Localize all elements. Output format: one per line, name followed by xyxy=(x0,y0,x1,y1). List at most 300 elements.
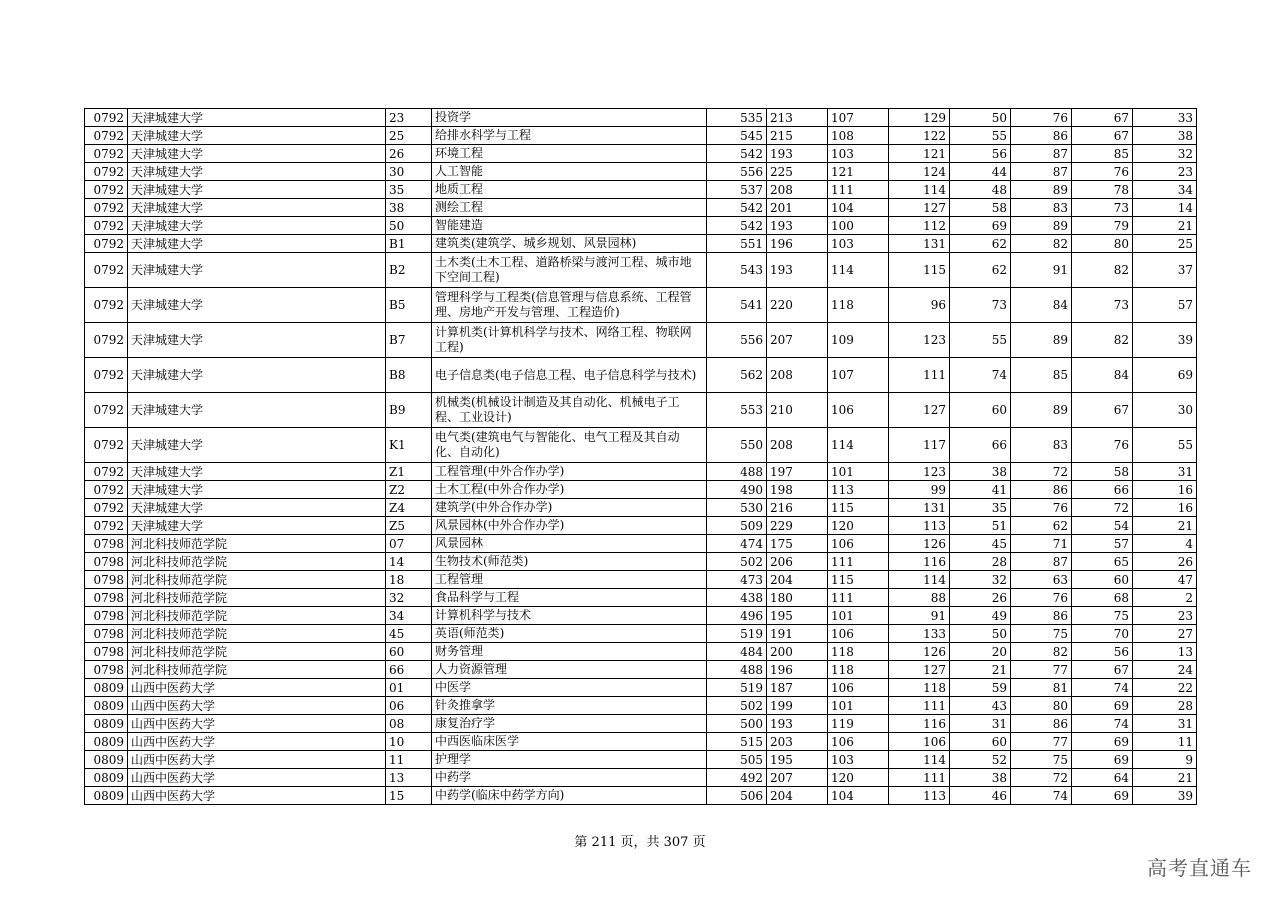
table-row xyxy=(85,589,1197,607)
cell-score-5: 74 xyxy=(1011,787,1072,805)
cell-score-5: 76 xyxy=(1011,589,1072,607)
cell-score-5: 80 xyxy=(1011,697,1072,715)
cell-major-name: 机械类(机械设计制造及其自动化、机械电子工程、工业设计) xyxy=(432,393,707,428)
cell-major-code: 08 xyxy=(386,715,432,733)
cell-score-5: 81 xyxy=(1011,679,1072,697)
cell-score-2: 103 xyxy=(828,145,889,163)
table-row xyxy=(85,109,1197,127)
cell-score-1: 187 xyxy=(767,679,828,697)
cell-score-3: 122 xyxy=(889,127,950,145)
table-row xyxy=(85,323,1197,358)
cell-score-5: 84 xyxy=(1011,288,1072,323)
cell-score-4: 38 xyxy=(950,463,1011,481)
cell-score-6: 67 xyxy=(1072,661,1133,679)
cell-major-code: Z2 xyxy=(386,481,432,499)
cell-school-code: 0792 xyxy=(85,288,128,323)
cell-score-7: 31 xyxy=(1133,715,1197,733)
cell-score-1: 180 xyxy=(767,589,828,607)
cell-major-code: 06 xyxy=(386,697,432,715)
cell-score-3: 114 xyxy=(889,181,950,199)
cell-score-7: 39 xyxy=(1133,787,1197,805)
cell-score-4: 62 xyxy=(950,235,1011,253)
table-row xyxy=(85,145,1197,163)
cell-score-1: 216 xyxy=(767,499,828,517)
cell-score-6: 79 xyxy=(1072,217,1133,235)
cell-score-1: 220 xyxy=(767,288,828,323)
cell-score-1: 200 xyxy=(767,643,828,661)
cell-score-2: 104 xyxy=(828,787,889,805)
cell-school-name: 山西中医药大学 xyxy=(128,697,386,715)
cell-total-score: 502 xyxy=(707,553,767,571)
cell-score-4: 43 xyxy=(950,697,1011,715)
cell-total-score: 438 xyxy=(707,589,767,607)
cell-major-code: 35 xyxy=(386,181,432,199)
cell-score-4: 62 xyxy=(950,253,1011,288)
cell-score-1: 193 xyxy=(767,253,828,288)
cell-total-score: 550 xyxy=(707,428,767,463)
cell-major-code: Z5 xyxy=(386,517,432,535)
cell-total-score: 490 xyxy=(707,481,767,499)
table-row xyxy=(85,253,1197,288)
cell-score-7: 47 xyxy=(1133,571,1197,589)
cell-score-2: 118 xyxy=(828,288,889,323)
cell-score-2: 103 xyxy=(828,235,889,253)
cell-school-name: 山西中医药大学 xyxy=(128,733,386,751)
cell-total-score: 473 xyxy=(707,571,767,589)
table-row xyxy=(85,163,1197,181)
table-row xyxy=(85,553,1197,571)
cell-total-score: 541 xyxy=(707,288,767,323)
cell-major-name: 计算机科学与技术 xyxy=(432,607,707,625)
cell-school-name: 河北科技师范学院 xyxy=(128,589,386,607)
cell-major-code: K1 xyxy=(386,428,432,463)
cell-score-6: 75 xyxy=(1072,607,1133,625)
cell-score-4: 69 xyxy=(950,217,1011,235)
cell-score-7: 38 xyxy=(1133,127,1197,145)
table-row xyxy=(85,643,1197,661)
cell-score-2: 115 xyxy=(828,499,889,517)
cell-score-3: 123 xyxy=(889,463,950,481)
cell-score-3: 121 xyxy=(889,145,950,163)
cell-major-name: 风景园林 xyxy=(432,535,707,553)
cell-score-7: 55 xyxy=(1133,428,1197,463)
cell-score-5: 72 xyxy=(1011,769,1072,787)
table-row xyxy=(85,661,1197,679)
cell-score-3: 115 xyxy=(889,253,950,288)
cell-major-code: B5 xyxy=(386,288,432,323)
cell-total-score: 542 xyxy=(707,217,767,235)
cell-score-7: 31 xyxy=(1133,463,1197,481)
cell-school-name: 河北科技师范学院 xyxy=(128,661,386,679)
cell-score-5: 76 xyxy=(1011,109,1072,127)
cell-school-name: 天津城建大学 xyxy=(128,199,386,217)
cell-score-6: 72 xyxy=(1072,499,1133,517)
cell-school-name: 天津城建大学 xyxy=(128,109,386,127)
cell-major-code: 34 xyxy=(386,607,432,625)
cell-total-score: 519 xyxy=(707,679,767,697)
cell-score-4: 48 xyxy=(950,181,1011,199)
cell-score-7: 25 xyxy=(1133,235,1197,253)
cell-score-3: 126 xyxy=(889,535,950,553)
cell-score-6: 56 xyxy=(1072,643,1133,661)
cell-score-2: 109 xyxy=(828,323,889,358)
cell-score-6: 80 xyxy=(1072,235,1133,253)
cell-score-5: 91 xyxy=(1011,253,1072,288)
cell-school-name: 天津城建大学 xyxy=(128,235,386,253)
cell-score-7: 16 xyxy=(1133,499,1197,517)
cell-school-name: 天津城建大学 xyxy=(128,181,386,199)
cell-score-2: 101 xyxy=(828,697,889,715)
cell-score-4: 26 xyxy=(950,589,1011,607)
cell-score-6: 67 xyxy=(1072,393,1133,428)
cell-total-score: 500 xyxy=(707,715,767,733)
cell-score-3: 111 xyxy=(889,769,950,787)
table-row xyxy=(85,199,1197,217)
cell-score-5: 89 xyxy=(1011,323,1072,358)
cell-score-1: 193 xyxy=(767,715,828,733)
cell-score-6: 54 xyxy=(1072,517,1133,535)
cell-major-code: 66 xyxy=(386,661,432,679)
cell-score-3: 124 xyxy=(889,163,950,181)
cell-score-1: 195 xyxy=(767,607,828,625)
cell-score-2: 118 xyxy=(828,661,889,679)
cell-score-7: 26 xyxy=(1133,553,1197,571)
cell-score-5: 75 xyxy=(1011,625,1072,643)
cell-score-7: 39 xyxy=(1133,323,1197,358)
cell-school-code: 0798 xyxy=(85,625,128,643)
cell-score-2: 113 xyxy=(828,481,889,499)
cell-school-name: 山西中医药大学 xyxy=(128,751,386,769)
cell-score-1: 196 xyxy=(767,661,828,679)
cell-score-2: 111 xyxy=(828,181,889,199)
cell-major-name: 给排水科学与工程 xyxy=(432,127,707,145)
cell-school-name: 河北科技师范学院 xyxy=(128,607,386,625)
cell-total-score: 556 xyxy=(707,163,767,181)
cell-total-score: 542 xyxy=(707,145,767,163)
cell-school-code: 0792 xyxy=(85,181,128,199)
table-row xyxy=(85,463,1197,481)
cell-score-2: 114 xyxy=(828,253,889,288)
table-row xyxy=(85,428,1197,463)
cell-score-7: 13 xyxy=(1133,643,1197,661)
cell-score-4: 32 xyxy=(950,571,1011,589)
cell-total-score: 488 xyxy=(707,661,767,679)
cell-score-1: 208 xyxy=(767,181,828,199)
cell-major-name: 智能建造 xyxy=(432,217,707,235)
cell-score-6: 85 xyxy=(1072,145,1133,163)
cell-score-6: 69 xyxy=(1072,733,1133,751)
cell-total-score: 553 xyxy=(707,393,767,428)
cell-score-2: 106 xyxy=(828,535,889,553)
cell-score-1: 207 xyxy=(767,323,828,358)
cell-major-code: B8 xyxy=(386,358,432,393)
cell-score-7: 16 xyxy=(1133,481,1197,499)
table-row xyxy=(85,288,1197,323)
cell-score-4: 74 xyxy=(950,358,1011,393)
cell-school-name: 山西中医药大学 xyxy=(128,679,386,697)
cell-score-1: 201 xyxy=(767,199,828,217)
cell-major-code: Z1 xyxy=(386,463,432,481)
cell-total-score: 515 xyxy=(707,733,767,751)
cell-score-6: 76 xyxy=(1072,428,1133,463)
cell-score-4: 52 xyxy=(950,751,1011,769)
cell-score-6: 66 xyxy=(1072,481,1133,499)
cell-score-6: 73 xyxy=(1072,288,1133,323)
cell-total-score: 502 xyxy=(707,697,767,715)
cell-school-name: 天津城建大学 xyxy=(128,481,386,499)
cell-score-6: 74 xyxy=(1072,679,1133,697)
cell-score-6: 70 xyxy=(1072,625,1133,643)
cell-score-1: 204 xyxy=(767,571,828,589)
cell-score-7: 28 xyxy=(1133,697,1197,715)
table-row xyxy=(85,571,1197,589)
cell-score-6: 76 xyxy=(1072,163,1133,181)
cell-score-4: 28 xyxy=(950,553,1011,571)
cell-score-3: 116 xyxy=(889,715,950,733)
cell-score-1: 215 xyxy=(767,127,828,145)
cell-school-code: 0809 xyxy=(85,751,128,769)
cell-school-code: 0809 xyxy=(85,769,128,787)
admission-score-table xyxy=(84,108,1197,805)
cell-score-7: 37 xyxy=(1133,253,1197,288)
cell-score-5: 85 xyxy=(1011,358,1072,393)
cell-score-1: 199 xyxy=(767,697,828,715)
cell-score-5: 86 xyxy=(1011,715,1072,733)
cell-score-2: 103 xyxy=(828,751,889,769)
cell-score-3: 111 xyxy=(889,358,950,393)
cell-score-5: 87 xyxy=(1011,553,1072,571)
page-footer: 第 211 页，共 307 页 xyxy=(574,835,706,850)
cell-school-code: 0792 xyxy=(85,127,128,145)
cell-score-1: 175 xyxy=(767,535,828,553)
cell-school-name: 天津城建大学 xyxy=(128,499,386,517)
table-row xyxy=(85,733,1197,751)
cell-score-4: 73 xyxy=(950,288,1011,323)
cell-school-code: 0792 xyxy=(85,393,128,428)
cell-major-code: B1 xyxy=(386,235,432,253)
cell-total-score: 474 xyxy=(707,535,767,553)
cell-score-1: 196 xyxy=(767,235,828,253)
cell-score-4: 44 xyxy=(950,163,1011,181)
cell-score-3: 117 xyxy=(889,428,950,463)
cell-score-1: 208 xyxy=(767,428,828,463)
cell-score-7: 21 xyxy=(1133,217,1197,235)
cell-score-4: 60 xyxy=(950,733,1011,751)
cell-score-2: 115 xyxy=(828,571,889,589)
cell-score-3: 129 xyxy=(889,109,950,127)
cell-school-code: 0792 xyxy=(85,517,128,535)
cell-major-code: 45 xyxy=(386,625,432,643)
cell-score-4: 38 xyxy=(950,769,1011,787)
cell-score-2: 106 xyxy=(828,679,889,697)
table-row xyxy=(85,769,1197,787)
cell-school-code: 0792 xyxy=(85,145,128,163)
table-row xyxy=(85,679,1197,697)
cell-school-code: 0792 xyxy=(85,253,128,288)
cell-score-6: 68 xyxy=(1072,589,1133,607)
cell-total-score: 556 xyxy=(707,323,767,358)
cell-major-name: 中西医临床医学 xyxy=(432,733,707,751)
cell-score-6: 58 xyxy=(1072,463,1133,481)
cell-score-1: 197 xyxy=(767,463,828,481)
cell-major-code: 14 xyxy=(386,553,432,571)
cell-school-name: 天津城建大学 xyxy=(128,288,386,323)
cell-score-6: 74 xyxy=(1072,715,1133,733)
cell-major-code: 10 xyxy=(386,733,432,751)
cell-school-code: 0798 xyxy=(85,553,128,571)
cell-score-2: 107 xyxy=(828,109,889,127)
cell-score-6: 69 xyxy=(1072,697,1133,715)
table-row xyxy=(85,535,1197,553)
cell-total-score: 551 xyxy=(707,235,767,253)
cell-major-name: 人工智能 xyxy=(432,163,707,181)
cell-school-code: 0792 xyxy=(85,481,128,499)
cell-score-4: 51 xyxy=(950,517,1011,535)
cell-score-1: 207 xyxy=(767,769,828,787)
cell-score-5: 87 xyxy=(1011,163,1072,181)
cell-score-6: 82 xyxy=(1072,323,1133,358)
cell-score-1: 193 xyxy=(767,145,828,163)
cell-score-5: 89 xyxy=(1011,181,1072,199)
cell-school-name: 天津城建大学 xyxy=(128,145,386,163)
cell-major-name: 人力资源管理 xyxy=(432,661,707,679)
cell-major-name: 电子信息类(电子信息工程、电子信息科学与技术) xyxy=(432,358,707,393)
cell-score-2: 101 xyxy=(828,463,889,481)
cell-school-name: 河北科技师范学院 xyxy=(128,625,386,643)
cell-total-score: 562 xyxy=(707,358,767,393)
cell-major-name: 投资学 xyxy=(432,109,707,127)
cell-score-3: 131 xyxy=(889,235,950,253)
cell-score-6: 69 xyxy=(1072,751,1133,769)
watermark: 高考直通车 xyxy=(1147,856,1252,880)
cell-score-7: 30 xyxy=(1133,393,1197,428)
cell-score-1: 203 xyxy=(767,733,828,751)
table-row xyxy=(85,715,1197,733)
cell-score-1: 210 xyxy=(767,393,828,428)
table-row xyxy=(85,517,1197,535)
cell-major-code: 11 xyxy=(386,751,432,769)
cell-major-code: B2 xyxy=(386,253,432,288)
cell-score-5: 62 xyxy=(1011,517,1072,535)
cell-score-3: 113 xyxy=(889,517,950,535)
cell-school-code: 0798 xyxy=(85,643,128,661)
cell-major-code: 60 xyxy=(386,643,432,661)
cell-score-7: 14 xyxy=(1133,199,1197,217)
cell-score-4: 59 xyxy=(950,679,1011,697)
cell-total-score: 505 xyxy=(707,751,767,769)
cell-major-code: 01 xyxy=(386,679,432,697)
cell-major-name: 测绘工程 xyxy=(432,199,707,217)
cell-school-code: 0792 xyxy=(85,109,128,127)
table-row xyxy=(85,181,1197,199)
cell-score-4: 49 xyxy=(950,607,1011,625)
cell-score-6: 65 xyxy=(1072,553,1133,571)
cell-score-1: 206 xyxy=(767,553,828,571)
table-row xyxy=(85,127,1197,145)
cell-score-6: 78 xyxy=(1072,181,1133,199)
table-body xyxy=(85,109,1197,805)
cell-score-7: 27 xyxy=(1133,625,1197,643)
cell-school-name: 山西中医药大学 xyxy=(128,787,386,805)
cell-score-1: 213 xyxy=(767,109,828,127)
cell-major-code: 23 xyxy=(386,109,432,127)
cell-score-2: 120 xyxy=(828,517,889,535)
cell-score-2: 106 xyxy=(828,393,889,428)
cell-major-name: 英语(师范类) xyxy=(432,625,707,643)
cell-score-4: 56 xyxy=(950,145,1011,163)
cell-total-score: 488 xyxy=(707,463,767,481)
cell-score-3: 133 xyxy=(889,625,950,643)
cell-total-score: 484 xyxy=(707,643,767,661)
cell-school-code: 0792 xyxy=(85,235,128,253)
cell-score-3: 88 xyxy=(889,589,950,607)
cell-score-1: 229 xyxy=(767,517,828,535)
cell-score-6: 67 xyxy=(1072,127,1133,145)
cell-score-7: 2 xyxy=(1133,589,1197,607)
cell-score-6: 73 xyxy=(1072,199,1133,217)
cell-score-7: 32 xyxy=(1133,145,1197,163)
cell-score-5: 63 xyxy=(1011,571,1072,589)
cell-major-name: 风景园林(中外合作办学) xyxy=(432,517,707,535)
cell-major-name: 管理科学与工程类(信息管理与信息系统、工程管理、房地产开发与管理、工程造价) xyxy=(432,288,707,323)
cell-major-name: 土木工程(中外合作办学) xyxy=(432,481,707,499)
cell-score-4: 50 xyxy=(950,625,1011,643)
cell-score-1: 198 xyxy=(767,481,828,499)
cell-school-name: 天津城建大学 xyxy=(128,358,386,393)
cell-school-code: 0798 xyxy=(85,607,128,625)
cell-score-3: 123 xyxy=(889,323,950,358)
cell-score-2: 108 xyxy=(828,127,889,145)
cell-score-3: 126 xyxy=(889,643,950,661)
cell-score-2: 111 xyxy=(828,589,889,607)
cell-score-5: 83 xyxy=(1011,199,1072,217)
cell-school-code: 0792 xyxy=(85,358,128,393)
cell-score-6: 82 xyxy=(1072,253,1133,288)
cell-major-name: 生物技术(师范类) xyxy=(432,553,707,571)
cell-major-name: 针灸推拿学 xyxy=(432,697,707,715)
cell-school-name: 天津城建大学 xyxy=(128,217,386,235)
table-row xyxy=(85,697,1197,715)
cell-major-name: 食品科学与工程 xyxy=(432,589,707,607)
cell-score-3: 131 xyxy=(889,499,950,517)
cell-major-code: 50 xyxy=(386,217,432,235)
cell-major-name: 建筑学(中外合作办学) xyxy=(432,499,707,517)
cell-school-name: 山西中医药大学 xyxy=(128,769,386,787)
cell-score-2: 100 xyxy=(828,217,889,235)
cell-score-5: 77 xyxy=(1011,661,1072,679)
cell-school-name: 河北科技师范学院 xyxy=(128,571,386,589)
cell-school-code: 0792 xyxy=(85,199,128,217)
cell-score-2: 121 xyxy=(828,163,889,181)
cell-total-score: 535 xyxy=(707,109,767,127)
cell-major-name: 财务管理 xyxy=(432,643,707,661)
cell-score-7: 23 xyxy=(1133,607,1197,625)
cell-school-code: 0809 xyxy=(85,679,128,697)
cell-total-score: 509 xyxy=(707,517,767,535)
cell-score-1: 195 xyxy=(767,751,828,769)
cell-score-3: 111 xyxy=(889,697,950,715)
cell-major-code: Z4 xyxy=(386,499,432,517)
cell-score-2: 114 xyxy=(828,428,889,463)
cell-score-4: 55 xyxy=(950,127,1011,145)
cell-school-code: 0798 xyxy=(85,589,128,607)
cell-score-5: 82 xyxy=(1011,235,1072,253)
table-row xyxy=(85,751,1197,769)
table-row xyxy=(85,358,1197,393)
cell-score-7: 22 xyxy=(1133,679,1197,697)
cell-score-5: 86 xyxy=(1011,481,1072,499)
cell-major-name: 工程管理(中外合作办学) xyxy=(432,463,707,481)
